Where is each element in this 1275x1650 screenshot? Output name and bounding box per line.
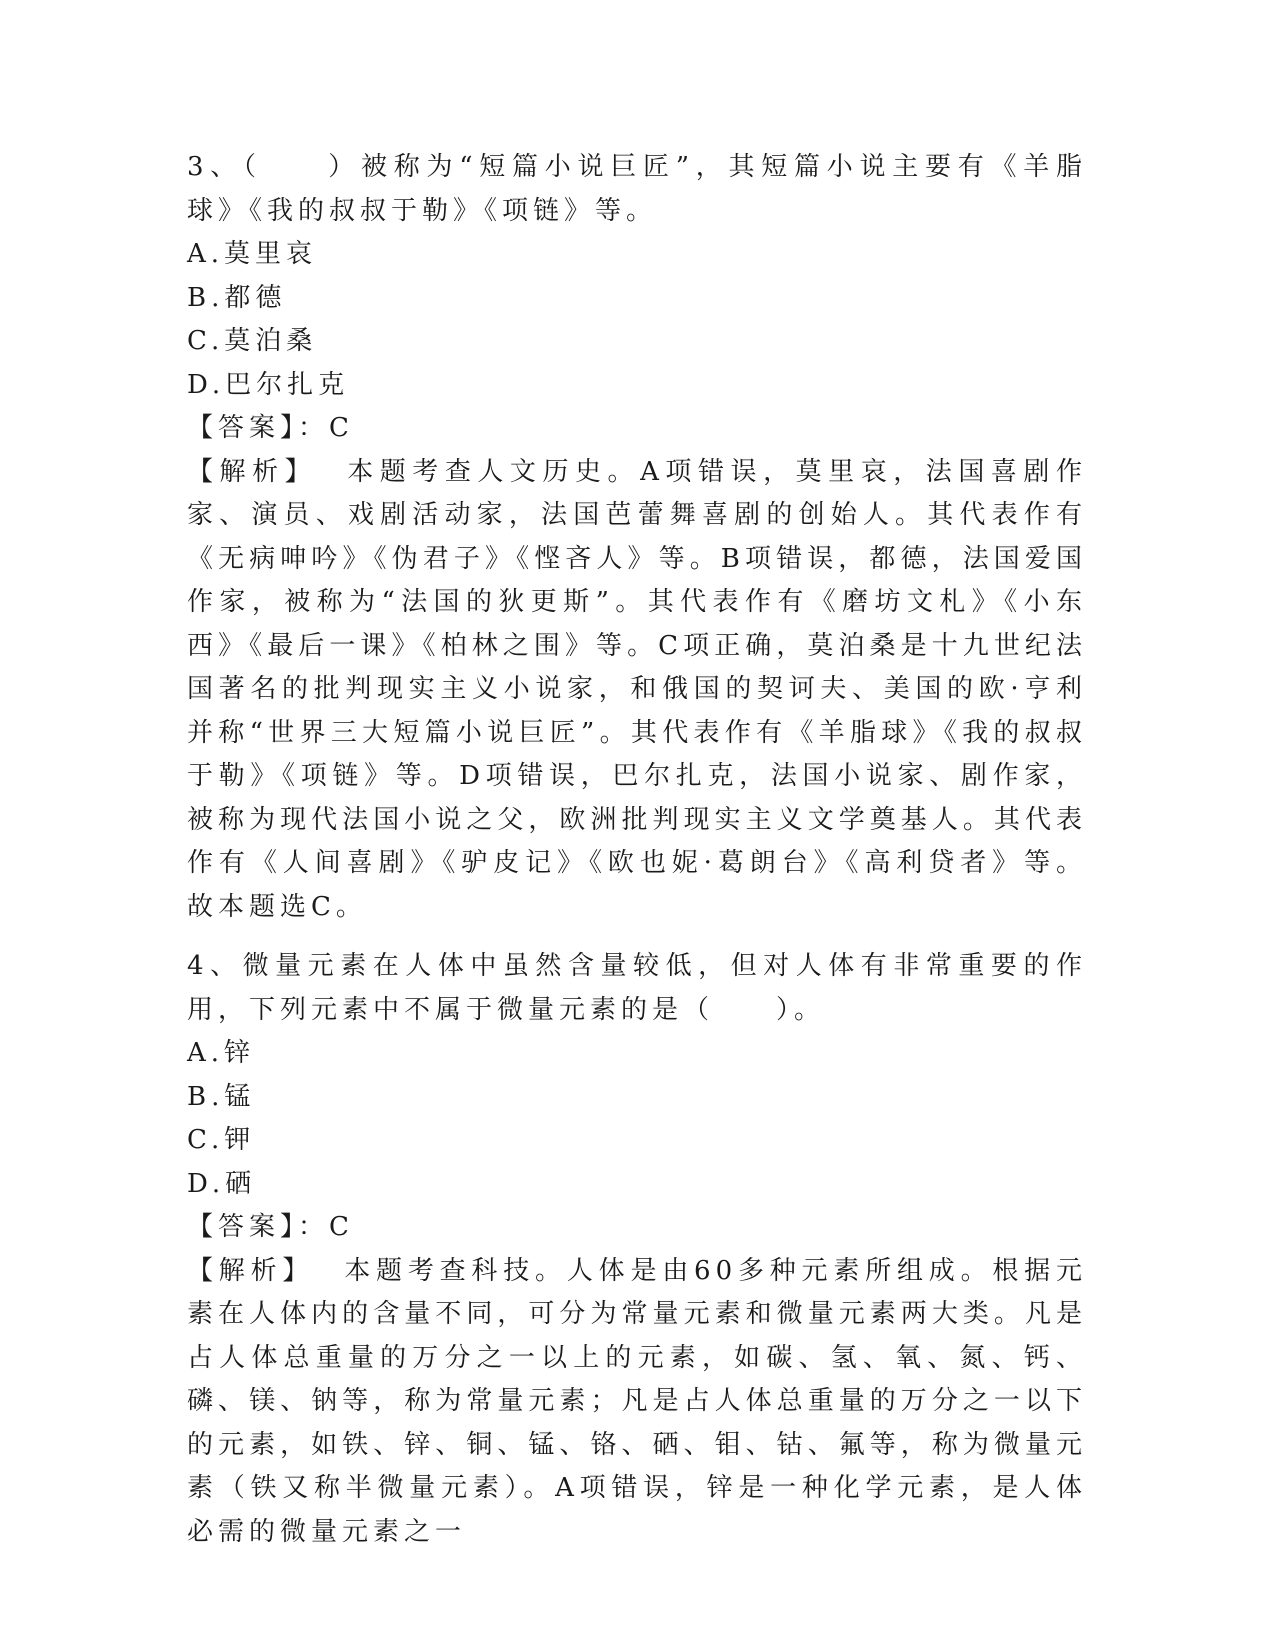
- question-stem: 3、（ ）被称为“短篇小说巨匠”，其短篇小说主要有《羊脂球》《我的叔叔于勒》《项链》等。: [187, 152, 1087, 226]
- analysis-label: 【解析】: [187, 456, 318, 487]
- answer-line: [187, 1206, 1087, 1250]
- option-b: B.都德: [187, 282, 287, 313]
- question-3: [187, 146, 1087, 929]
- analysis-text: 本题考查科技。人体是由60多种元素所组成。根据元素在人体内的含量不同，可分为常量元素和微量元素两大类。凡是占人体总重量的万分之一以上的元素，如碳、氢、氧、氮、钙、磷、镁、钠等，称为常量元素；凡是占人体总重量的万分之一以下的元素，如铁、锌、铜、锰、铬、硒、钼、钴、氟等，称为微量元素（铁又称半微量元素）。A项错误，锌是一种化学元素，是人体必需的微量元素之一: [187, 1255, 1087, 1547]
- question-4: [187, 945, 1087, 1554]
- document-content: [187, 146, 1087, 1554]
- answer-value: C: [329, 413, 354, 443]
- option-a: A.锌: [187, 1038, 256, 1068]
- answer-label: 【答案】：: [187, 413, 330, 443]
- answer-line: [187, 407, 1087, 451]
- option-c: C.莫泊桑: [187, 326, 318, 356]
- option-d: D.硒: [187, 1168, 257, 1199]
- answer-label: 【答案】：: [187, 1212, 330, 1242]
- option-d: D.巴尔扎克: [187, 369, 350, 400]
- option-b: B.锰: [187, 1081, 256, 1112]
- analysis-text: 本题考查人文历史。A项错误，莫里哀，法国喜剧作家、演员、戏剧活动家，法国芭蕾舞喜剧的创始人。其代表作有《无病呻吟》《伪君子》《悭吝人》等。B项错误，都德，法国爱国作家，被称为“法国的狄更斯”。其代表作有《磨坊文札》《小东西》《最后一课》《柏林之围》等。C项正确，莫泊桑是十九世纪法国著名的批判现实主义小说家，和俄国的契诃夫、美国的欧·亨利并称“世界三大短篇小说巨匠”。其代表作有《羊脂球》《我的叔叔于勒》《项链》等。D项错误，巴尔扎克，法国小说家、剧作家，被称为现代法国小说之父，欧洲批判现实主义文学奠基人。其代表作有《人间喜剧》《驴皮记》《欧也妮·葛朗台》《高利贷者》等。故本题选C。: [187, 456, 1087, 922]
- question-stem: 4、微量元素在人体中虽然含量较低，但对人体有非常重要的作用，下列元素中不属于微量元素的是（ ）。: [187, 951, 1087, 1025]
- option-a: A.莫里哀: [187, 239, 318, 269]
- answer-value: C: [329, 1212, 354, 1242]
- analysis-label: 【解析】: [187, 1255, 315, 1286]
- analysis-paragraph: [187, 1250, 1087, 1555]
- analysis-paragraph: [187, 451, 1087, 930]
- option-c: C.钾: [187, 1125, 256, 1155]
